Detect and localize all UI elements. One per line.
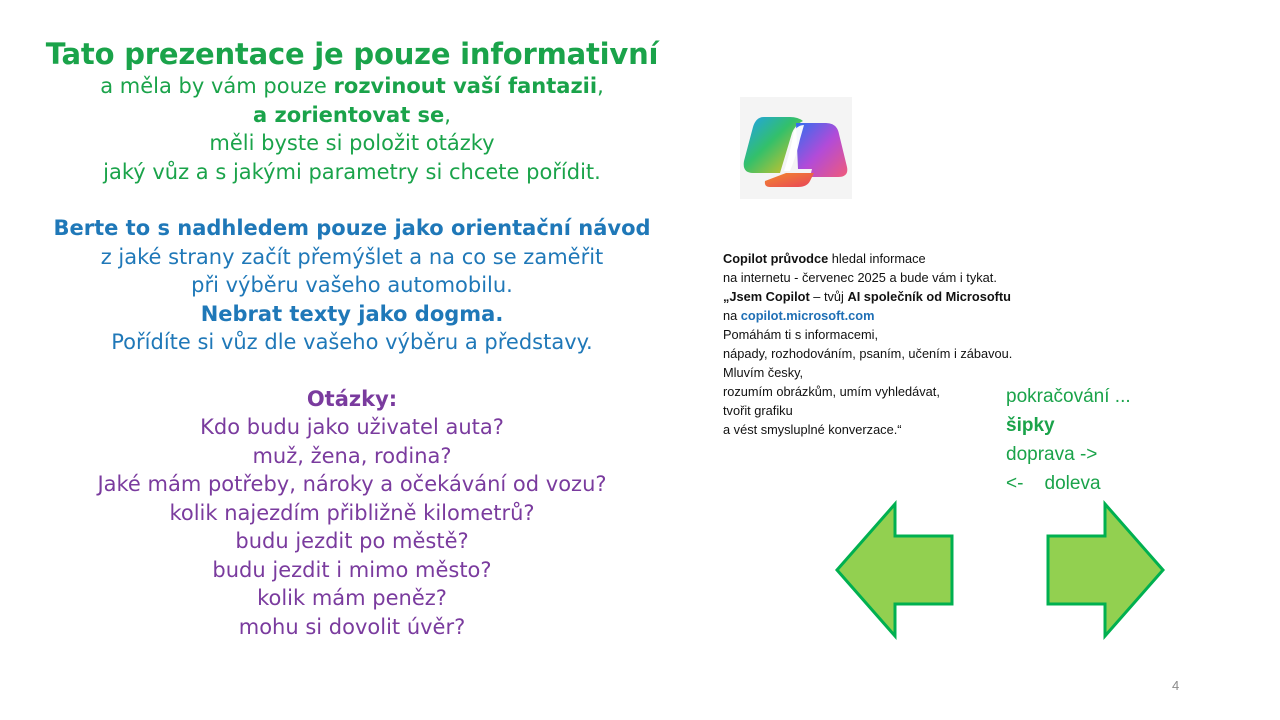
arrow-right-shape (1044, 500, 1166, 640)
copilot-line-1-bold: Copilot průvodce (723, 251, 829, 266)
nav-hint-line-4: <- doleva (1006, 473, 1101, 494)
question-item: Kdo budu jako uživatel auta? (200, 415, 504, 439)
nav-hint-line-3: doprava -> (1006, 444, 1098, 465)
copilot-line-2: na internetu - červenec 2025 a bude vám i tykat. (723, 270, 997, 285)
intro-line-2 (40, 72, 664, 101)
guide-line-5: Pořídíte si vůz dle vašeho výběru a představy. (111, 330, 593, 354)
guide-line-1: Berte to s nadhledem pouze jako orientační návod (53, 216, 651, 240)
question-item: kolik mám peněz? (257, 586, 447, 610)
spacer (40, 186, 664, 214)
questions-heading: Otázky: (306, 386, 398, 411)
navigation-hint (1006, 382, 1131, 498)
intro-line-5: jaký vůz a s jakými parametry si chcete pořídit. (103, 159, 601, 184)
intro-line-3-bold: a zorientovat se (253, 102, 445, 127)
guide-line-2: z jaké strany začít přemýšlet a na co se zaměřit (100, 244, 604, 269)
question-item: kolik najezdím přibližně kilometrů? (169, 500, 535, 525)
slide-title: Tato prezentace je pouze informativní (45, 37, 659, 71)
nav-hint-line-2: šipky (1006, 415, 1055, 436)
guide-line-3: při výběru vašeho automobilu. (191, 273, 513, 297)
intro-line-2-bold: rozvinout vaší fantazii (333, 74, 598, 98)
copilot-line-7: Mluvím česky, (723, 365, 804, 380)
copilot-line-3-b: – tvůj (809, 289, 848, 304)
nav-hint-line-1: pokračování ... (1006, 386, 1131, 407)
intro-line-3 (40, 101, 664, 130)
copilot-line-3 (723, 287, 1083, 306)
copilot-line-5: Pomáhám ti s informacemi, (723, 327, 879, 342)
arrow-left-shape (834, 500, 956, 640)
copilot-line-3-c: AI společník od Microsoftu (847, 289, 1011, 304)
question-item: muž, žena, rodina? (252, 443, 452, 468)
copilot-line-4 (723, 306, 1083, 325)
intro-line-3-post: , (444, 102, 451, 127)
copilot-line-6: nápady, rozhodováním, psaním, učením i zábavou. (723, 346, 1013, 361)
intro-line-2-pre: a měla by vám pouze (100, 74, 334, 98)
question-item: mohu si dovolit úvěr? (238, 614, 466, 639)
arrow-left-icon[interactable] (834, 500, 956, 640)
intro-line-2-post: , (597, 74, 604, 98)
copilot-logo-graphic (740, 97, 852, 199)
copilot-logo-icon (740, 97, 852, 199)
page-number: 4 (1172, 678, 1180, 693)
question-item: budu jezdit i mimo město? (212, 557, 492, 582)
copilot-line-1 (723, 249, 1083, 268)
copilot-link[interactable]: copilot.microsoft.com (740, 308, 875, 323)
copilot-line-9: tvořit grafiku (723, 403, 793, 418)
question-item: budu jezdit po městě? (235, 529, 469, 553)
intro-line-4: měli byste si položit otázky (209, 131, 495, 155)
spacer (40, 357, 664, 385)
copilot-line-10: a vést smysluplné konverzace.“ (723, 422, 902, 437)
left-text-column (40, 36, 664, 641)
copilot-line-1-rest: hledal informace (828, 251, 926, 266)
copilot-line-3-a: „Jsem Copilot (723, 289, 810, 304)
copilot-line-8: rozumím obrázkům, umím vyhledávat, (723, 384, 940, 399)
guide-line-4: Nebrat texty jako dogma. (200, 301, 504, 326)
arrow-right-icon[interactable] (1044, 500, 1166, 640)
copilot-line-4-pre: na (723, 308, 741, 323)
question-item: Jaké mám potřeby, nároky a očekávání od vozu? (97, 472, 607, 496)
